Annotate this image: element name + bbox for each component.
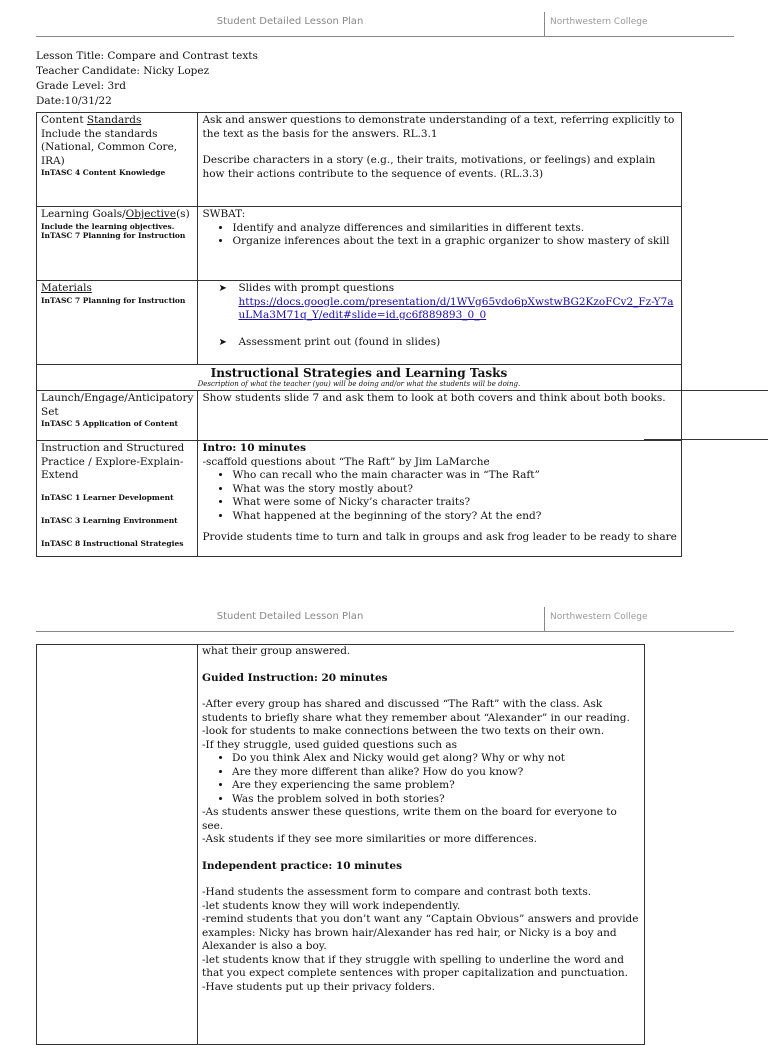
question-item: • What was the story mostly about?: [232, 483, 676, 497]
launch-title: Launch/Engage/Anticipatory Set: [41, 392, 194, 418]
material-slides: [238, 282, 676, 323]
guided-after-line: -Ask students if they see more similarities or more differences.: [202, 833, 537, 845]
row-content-standards: [37, 113, 682, 207]
goals-label-underlined: Objective: [125, 208, 177, 220]
objective-item: • Identify and analyze differences and similarities in different texts.: [232, 222, 676, 236]
independent-line: -remind students that you don’t want any “Captain Obvious” answers and provide examples: Nicky has brown hair/Alexander has red hair, or Nicky is a boy and Alexander is also a boy.: [202, 913, 639, 952]
slides-link[interactable]: https://docs.google.com/presentation/d/1WVg65vdo6pXwstwBG2KzoFCv2_Fz-Y7auLMa3M71q_Y/edit#slide=id.gc6f889893_0_0: [238, 295, 674, 321]
material-slides-label: Slides with prompt questions: [238, 282, 395, 294]
independent-heading: Independent practice: 10 minutes: [202, 859, 402, 872]
intro-questions: [202, 469, 676, 523]
instruction-title: Instruction and Structured Practice / Explore-Explain-Extend: [41, 442, 185, 481]
independent-line: -Hand students the assessment form to compare and contrast both texts.: [202, 886, 592, 898]
launch-label: [37, 391, 198, 441]
question-item: • What were some of Nicky’s character traits?: [232, 496, 676, 510]
swbat: SWBAT:: [202, 208, 246, 220]
lesson-plan-table-continued: [36, 644, 645, 1045]
standards-label-pre: Content: [41, 114, 87, 126]
content-standards-label: [37, 113, 198, 207]
objective-item: • Organize inferences about the text in a graphic organizer to show mastery of skill: [232, 235, 676, 249]
page-header: [36, 12, 734, 37]
guided-questions: [202, 752, 640, 806]
lesson-meta: [36, 49, 258, 109]
continued-line: what their group answered.: [202, 645, 351, 657]
lesson-plan-table: [36, 112, 682, 557]
intro-heading: Intro: 10 minutes: [202, 442, 307, 454]
row-instruction-continued: [37, 645, 645, 1045]
page-header-2: [36, 607, 734, 632]
guided-question: • Are they more different than alike? How do you know?: [232, 766, 640, 780]
learning-goals-label: [37, 207, 198, 281]
table-overflow-line: [644, 390, 768, 391]
materials-body: [198, 281, 681, 365]
strategies-title: Instructional Strategies and Learning Tasks: [210, 366, 508, 380]
table-overflow-line: [644, 439, 768, 440]
independent-line: -let students know they will work independently.: [202, 899, 461, 912]
learning-goals-body: [198, 207, 681, 281]
content-standards-body: [198, 113, 681, 207]
empty-label-cell: [37, 645, 198, 1045]
launch-intasc: InTASC 5 Application of Content: [41, 419, 179, 428]
row-launch: [37, 391, 682, 441]
material-assessment: ➤ Assessment print out (found in slides): [238, 336, 676, 350]
turn-and-talk: Provide students time to turn and talk in groups and ask frog leader to be ready to share: [202, 531, 677, 543]
standards-label-rest: Include the standards (National, Common Core, IRA): [41, 127, 178, 167]
independent-line: -Have students put up their privacy folders.: [202, 980, 435, 993]
question-item: • Who can recall who the main character was in “The Raft”: [232, 469, 676, 483]
guided-question: • Do you think Alex and Nicky would get along? Why or why not: [232, 752, 640, 766]
guided-question: • Was the problem solved in both stories?: [232, 793, 640, 807]
goals-sub-1: Include the learning objectives.: [41, 221, 175, 231]
goals-label-pre: Learning Goals/: [41, 208, 126, 220]
guided-after-line: -As students answer these questions, write them on the board for everyone to see.: [202, 806, 617, 832]
instruction-intasc-1: InTASC 1 Learner Development: [41, 492, 174, 502]
row-learning-goals: [37, 207, 682, 281]
instruction-continued-body: [198, 645, 645, 1045]
grade-level: Grade Level: 3rd: [36, 80, 126, 92]
guided-line: -look for students to make connections between the two texts on their own.: [202, 725, 605, 737]
materials-intasc: InTASC 7 Planning for Instruction: [41, 295, 186, 305]
strategies-subtitle: Description of what the teacher (you) will be doing and/or what the students will be doing.: [197, 380, 521, 388]
row-materials: [37, 281, 682, 365]
guided-heading: Guided Instruction: 20 minutes: [202, 671, 388, 684]
standards-label-underlined: Standards: [86, 114, 142, 126]
lesson-title: Lesson Title: Compare and Contrast texts: [36, 50, 258, 62]
header-title: Student Detailed Lesson Plan: [216, 611, 364, 622]
standard-rl33: Describe characters in a story (e.g., their traits, motivations, or feelings) and explain how their actions contribute to the sequence of events. (RL.3.3): [202, 154, 656, 180]
header-divider: [544, 607, 545, 631]
guided-question: • Are they experiencing the same problem?: [232, 779, 640, 793]
guided-line: -After every group has shared and discussed “The Raft” with the class. Ask students to briefly share what they remember about “Alexander” in our reading.: [202, 698, 630, 724]
row-instruction: [37, 441, 682, 557]
standards-intasc: InTASC 4 Content Knowledge: [41, 168, 166, 177]
independent-line: -let students know that if they struggle with spelling to underline the word and that you expect complete sentences with proper capitalization and punctuation.: [202, 953, 628, 979]
lesson-date: Date:10/31/22: [36, 95, 112, 107]
instruction-intasc-8: InTASC 8 Instructional Strategies: [41, 538, 184, 548]
materials-label: [37, 281, 198, 365]
standard-rl31: Ask and answer questions to demonstrate understanding of a text, referring explicitly to the text as the basis for the answers. RL.3.1: [202, 114, 675, 140]
instruction-intasc-3: InTASC 3 Learning Environment: [41, 515, 178, 525]
materials-list: [202, 282, 676, 349]
materials-title: Materials: [41, 282, 92, 294]
goals-label-post: (s): [176, 208, 190, 220]
header-org: Northwestern College: [550, 17, 648, 27]
instruction-label: [37, 441, 198, 557]
header-org: Northwestern College: [550, 612, 648, 622]
row-strategies-heading: [37, 365, 682, 391]
launch-body: [198, 391, 681, 441]
header-title: Student Detailed Lesson Plan: [216, 16, 364, 27]
guided-line: -If they struggle, used guided questions such as: [202, 738, 457, 751]
instruction-body: [198, 441, 681, 557]
goals-sub-2: InTASC 7 Planning for Instruction: [41, 230, 186, 240]
teacher-candidate: Teacher Candidate: Nicky Lopez: [36, 65, 210, 77]
header-divider: [544, 12, 545, 36]
scaffold-line: -scaffold questions about “The Raft” by Jim LaMarche: [202, 455, 490, 468]
question-item: • What happened at the beginning of the story? At the end?: [232, 510, 676, 524]
strategies-heading: [37, 365, 682, 391]
launch-text: Show students slide 7 and ask them to look at both covers and think about both books.: [202, 392, 666, 404]
objectives-list: [202, 222, 676, 249]
